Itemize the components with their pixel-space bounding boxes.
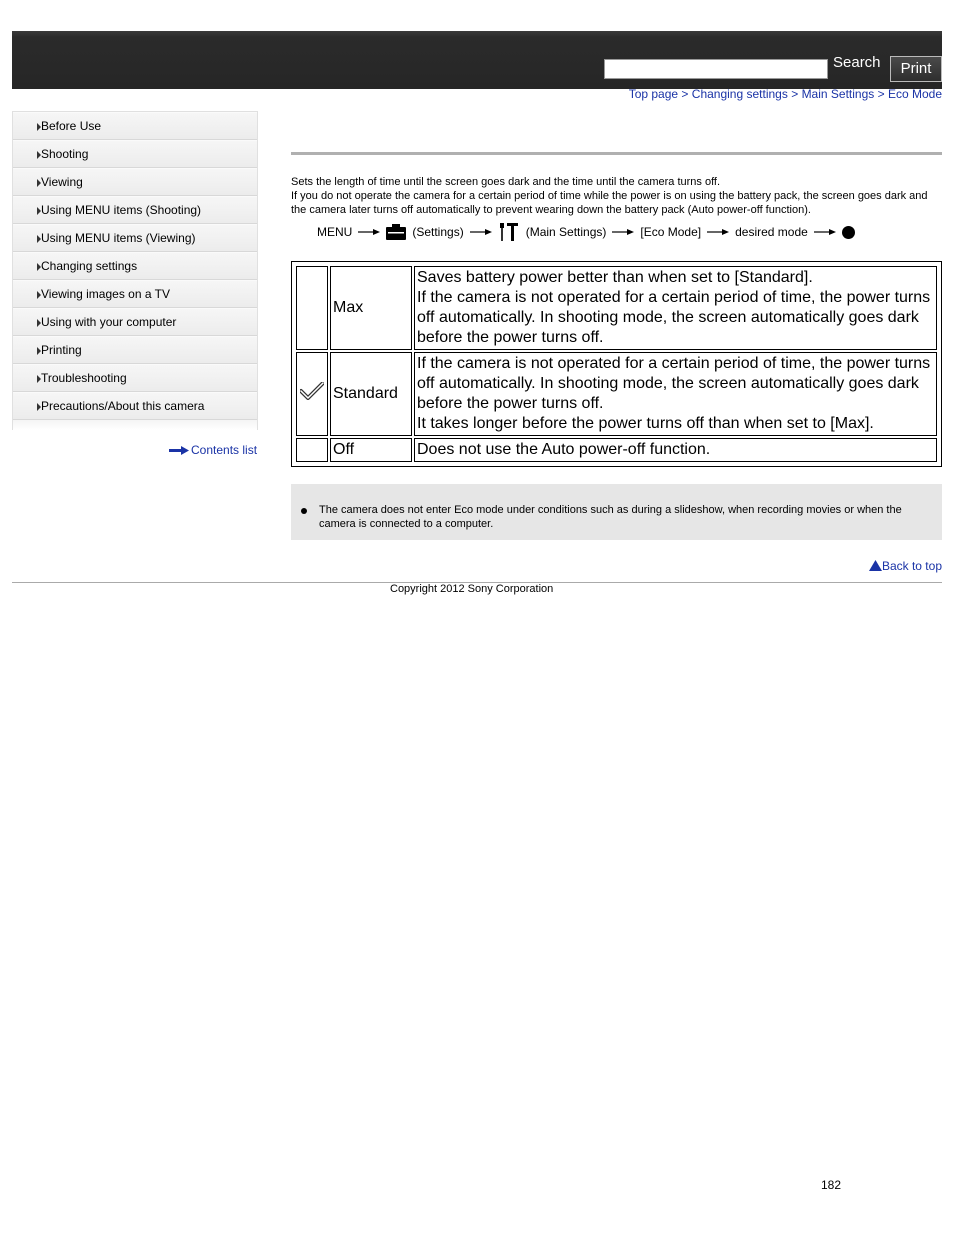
page-number: 182	[821, 1178, 842, 1192]
title-divider	[291, 152, 942, 155]
breadcrumb	[629, 87, 942, 101]
sidebar-item-before-use[interactable]	[13, 112, 257, 140]
sidebar-item-label: Using MENU items (Shooting)	[41, 203, 202, 217]
sidebar-item-printing[interactable]	[13, 336, 257, 364]
intro-line-1: Sets the length of time until the screen goes dark and the time until the camera turns off.	[291, 176, 721, 188]
menu-path	[317, 223, 855, 241]
sidebar-item-viewing[interactable]	[13, 168, 257, 196]
option-description-text: If the camera is not operated for a certain period of time, the power turns off automatically. In shooting mode, the screen automatically goes dark before the power turns off. It takes longer before the power turns off than when set to [Max].	[417, 355, 931, 432]
option-row-max	[296, 266, 937, 350]
sidebar-item-menu-shooting[interactable]	[13, 196, 257, 224]
back-to-top-label: Back to top	[881, 559, 942, 573]
option-row-standard	[296, 352, 937, 436]
note-text: The camera does not enter Eco mode under conditions such as during a slideshow, when recording movies or when the camera is connected to a computer.	[319, 504, 902, 530]
sidebar-item-using-with-computer[interactable]	[13, 308, 257, 336]
sidebar-item-label: Shooting	[41, 147, 89, 161]
caret-right-icon	[37, 375, 41, 383]
contents-list-label: Contents list	[191, 443, 258, 457]
note-box	[291, 484, 942, 540]
print-button[interactable]: Print	[890, 56, 942, 82]
option-icon-cell	[296, 352, 328, 436]
copyright-text: Copyright 2012 Sony Corporation	[390, 583, 554, 595]
option-row-off	[296, 438, 937, 462]
option-description	[414, 266, 937, 350]
breadcrumb-link-top-page[interactable]: Top page	[628, 87, 679, 101]
settings-toolbox-icon	[386, 224, 406, 240]
search-input[interactable]	[604, 59, 828, 79]
arrow-right-icon	[707, 228, 729, 236]
bullet-icon	[301, 508, 307, 514]
arrow-right-icon	[470, 228, 492, 236]
sidebar-item-label: Before Use	[41, 119, 102, 133]
sidebar-footer-fade	[13, 420, 257, 430]
sidebar-item-menu-viewing[interactable]	[13, 224, 257, 252]
option-description	[414, 438, 937, 462]
sidebar-nav	[12, 111, 258, 430]
arrow-right-icon	[358, 228, 380, 236]
center-button-icon	[842, 226, 855, 239]
option-description	[414, 352, 937, 436]
option-description-text: Saves battery power better than when set to [Standard]. If the camera is not operated for a certain period of time, the power turns off automatically. In shooting mode, the screen automatically goes dark before the power turns off.	[417, 269, 931, 346]
caret-right-icon	[37, 263, 41, 271]
breadcrumb-separator: >	[791, 87, 799, 101]
sidebar-item-label: Viewing	[41, 175, 83, 189]
option-name: Max	[330, 266, 412, 350]
caret-right-icon	[37, 151, 41, 159]
sidebar-item-troubleshooting[interactable]	[13, 364, 257, 392]
sidebar-item-shooting[interactable]	[13, 140, 257, 168]
option-icon-cell	[296, 438, 328, 462]
main-settings-tools-icon	[498, 223, 520, 241]
sidebar-item-changing-settings[interactable]	[13, 252, 257, 280]
caret-right-icon	[37, 207, 41, 215]
option-name: Off	[330, 438, 412, 462]
option-description-text: Does not use the Auto power-off function.	[417, 441, 711, 458]
search-button[interactable]: Search	[833, 54, 881, 71]
sidebar-item-label: Viewing images on a TV	[41, 287, 170, 301]
option-icon-cell	[296, 266, 328, 350]
default-checkmark-icon	[300, 382, 324, 400]
back-to-top-link[interactable]	[869, 559, 942, 573]
caret-right-icon	[37, 235, 41, 243]
caret-right-icon	[37, 403, 41, 411]
menu-step-settings: (Settings)	[412, 225, 464, 239]
intro-line-2: If you do not operate the camera for a certain period of time while the power is on using the battery pack, the screen goes dark and the camera later turns off automatically to prevent wearing down the battery pack (Auto power-off function).	[291, 190, 928, 216]
triangle-up-icon	[869, 560, 882, 571]
sidebar-item-precautions[interactable]	[13, 392, 257, 420]
caret-right-icon	[37, 123, 41, 131]
intro-text	[291, 175, 942, 217]
menu-step-menu: MENU	[317, 225, 353, 239]
sidebar-item-label: Troubleshooting	[41, 371, 127, 385]
arrow-right-icon	[814, 228, 836, 236]
breadcrumb-separator: >	[877, 87, 885, 101]
breadcrumb-current-eco-mode[interactable]: Eco Mode	[887, 87, 942, 101]
breadcrumb-separator: >	[681, 87, 689, 101]
menu-step-main-settings: (Main Settings)	[525, 225, 607, 239]
sidebar-item-viewing-on-tv[interactable]	[13, 280, 257, 308]
sidebar-item-label: Precautions/About this camera	[41, 399, 205, 413]
caret-right-icon	[37, 179, 41, 187]
caret-right-icon	[37, 347, 41, 355]
caret-right-icon	[37, 319, 41, 327]
menu-step-desired-mode: desired mode	[735, 225, 808, 239]
arrow-right-icon	[169, 446, 189, 455]
contents-list-link[interactable]	[169, 443, 257, 457]
sidebar-item-label: Changing settings	[41, 259, 138, 273]
eco-mode-options-table	[291, 261, 942, 467]
sidebar-item-label: Using with your computer	[41, 315, 177, 329]
sidebar-item-label: Using MENU items (Viewing)	[41, 231, 196, 245]
breadcrumb-link-main-settings[interactable]: Main Settings	[801, 87, 875, 101]
caret-right-icon	[37, 291, 41, 299]
arrow-right-icon	[612, 228, 634, 236]
sidebar-item-label: Printing	[41, 343, 82, 357]
breadcrumb-link-changing-settings[interactable]: Changing settings	[691, 87, 788, 101]
menu-step-eco-mode: [Eco Mode]	[640, 225, 702, 239]
option-name: Standard	[330, 352, 412, 436]
